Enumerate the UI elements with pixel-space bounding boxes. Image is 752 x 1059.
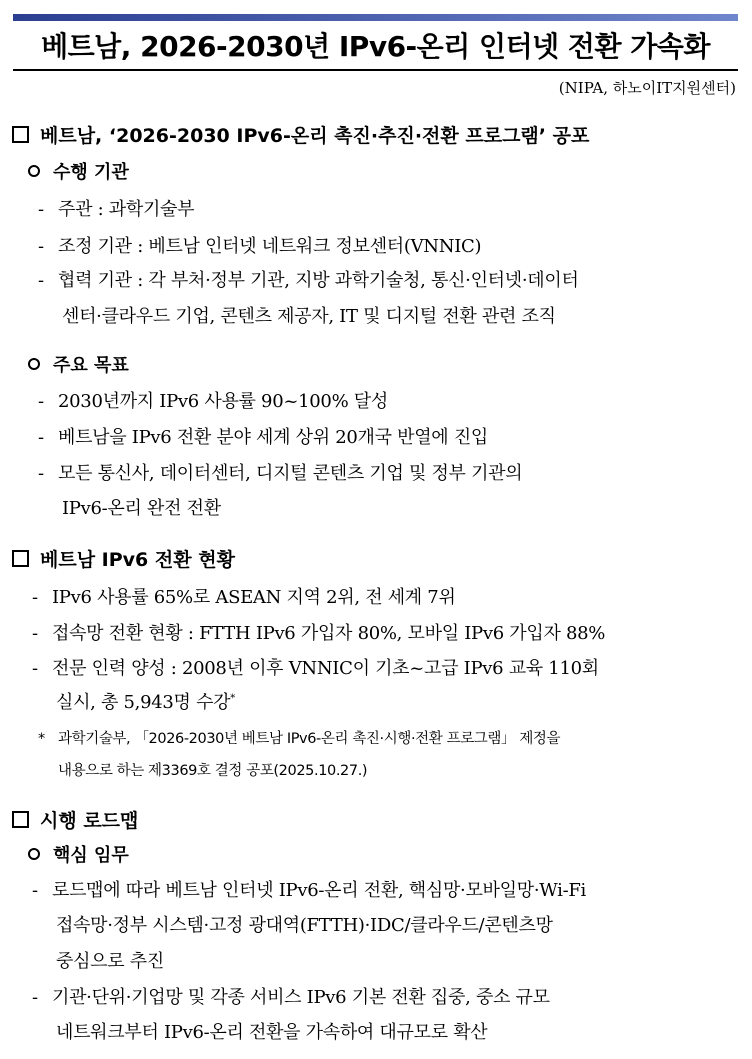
section-heading-status [12, 545, 235, 572]
section-heading-text: 베트남, ‘2026-2030 IPv6-온리 촉진·추진·전환 프로그램’ 공포 [40, 125, 590, 147]
list-item-continuation: 네트워크부터 IPv6-온리 전환을 가속하여 대규모로 확산 [56, 1022, 488, 1043]
list-item [32, 876, 586, 902]
dash-bullet: - [32, 623, 38, 644]
list-item-continuation: 센터·클라우드 기업, 콘텐츠 제공자, IT 및 디지털 전환 관련 조직 [62, 306, 556, 327]
list-item-text: 2030년까지 IPv6 사용률 90~100% 달성 [58, 391, 388, 412]
list-item [32, 983, 550, 1009]
list-item [32, 654, 599, 680]
title-top-rule [13, 14, 738, 21]
list-item-text: 협력 기관 : 각 부처·정부 기관, 지방 과학기술청, 통신·인터넷·데이터 [58, 270, 579, 291]
dash-bullet: - [32, 880, 38, 901]
list-item-text: 로드맵에 따라 베트남 인터넷 IPv6-온리 전환, 핵심망·모바일망·Wi-Fi [52, 880, 587, 901]
list-item-continuation [56, 688, 235, 714]
footnote-asterisk: * [38, 731, 45, 747]
list-item-text: 기관·단위·기업망 및 각종 서비스 IPv6 기본 전환 집중, 중소 규모 [52, 987, 550, 1008]
list-item [38, 266, 579, 292]
list-item-text: 전문 인력 양성 : 2008년 이후 VNNIC이 기초~고급 IPv6 교육 110회 [52, 658, 599, 679]
checkbox-square-icon [12, 550, 29, 567]
circle-bullet-icon [28, 165, 40, 177]
dash-bullet: - [38, 463, 44, 484]
subheading-text: 핵심 임무 [53, 845, 129, 866]
list-item-text: 주관 : 과학기술부 [58, 199, 195, 220]
footnote-continuation: 내용으로 하는 제3369호 결정 공포(2025.10.27.) [58, 763, 368, 779]
source-note: (NIPA, 하노이IT지원센터) [558, 79, 736, 97]
dash-bullet: - [38, 391, 44, 412]
subheading-text: 수행 기관 [53, 162, 129, 183]
subheading-text: 주요 목표 [53, 355, 129, 376]
checkbox-square-icon [12, 811, 29, 828]
circle-bullet-icon [28, 358, 40, 370]
footnote [38, 727, 560, 748]
list-item-text: 실시, 총 5,943명 수강 [56, 692, 231, 713]
dash-bullet: - [32, 658, 38, 679]
dash-bullet: - [38, 427, 44, 448]
list-item-continuation: 접속망·정부 시스템·고정 광대역(FTTH)·IDC/클라우드/콘텐츠망 [56, 915, 553, 936]
dash-bullet: - [38, 236, 44, 257]
dash-bullet: - [32, 987, 38, 1008]
list-item-continuation: 중심으로 추진 [56, 951, 164, 972]
list-item-continuation: IPv6-온리 완전 전환 [62, 498, 221, 519]
subheading-goals [28, 351, 129, 377]
list-item [38, 195, 194, 221]
circle-bullet-icon [28, 848, 40, 860]
dash-bullet: - [38, 270, 44, 291]
list-item-text: 모든 통신사, 데이터센터, 디지털 콘텐츠 기업 및 정부 기관의 [58, 463, 523, 484]
subheading-core-tasks [28, 841, 129, 867]
list-item [38, 423, 488, 449]
section-heading-program [12, 121, 589, 148]
section-heading-text: 베트남 IPv6 전환 현황 [40, 549, 235, 571]
list-item [38, 232, 481, 258]
footnote-text: 과학기술부, 「2026-2030년 베트남 IPv6-온리 촉진·시행·전환 프로그램」 제정을 [58, 731, 561, 747]
footnote-marker: * [230, 693, 235, 704]
subheading-agencies [28, 158, 129, 184]
list-item [32, 619, 605, 645]
page-title: 베트남, 2026-2030년 IPv6-온리 인터넷 전환 가속화 [41, 30, 710, 63]
list-item-text: IPv6 사용률 65%로 ASEAN 지역 2위, 전 세계 7위 [52, 587, 456, 608]
list-item-text: 조정 기관 : 베트남 인터넷 네트워크 정보센터(VNNIC) [58, 236, 482, 257]
list-item [32, 583, 456, 609]
title-bottom-rule [13, 69, 738, 71]
list-item [38, 387, 388, 413]
dash-bullet: - [38, 199, 44, 220]
dash-bullet: - [32, 587, 38, 608]
list-item [38, 459, 522, 485]
list-item-text: 베트남을 IPv6 전환 분야 세계 상위 20개국 반열에 진입 [58, 427, 488, 448]
section-heading-text: 시행 로드맵 [40, 810, 139, 832]
checkbox-square-icon [12, 126, 29, 143]
section-heading-roadmap [12, 806, 138, 833]
list-item-text: 접속망 전환 현황 : FTTH IPv6 가입자 80%, 모바일 IPv6 가입자 88% [52, 623, 606, 644]
